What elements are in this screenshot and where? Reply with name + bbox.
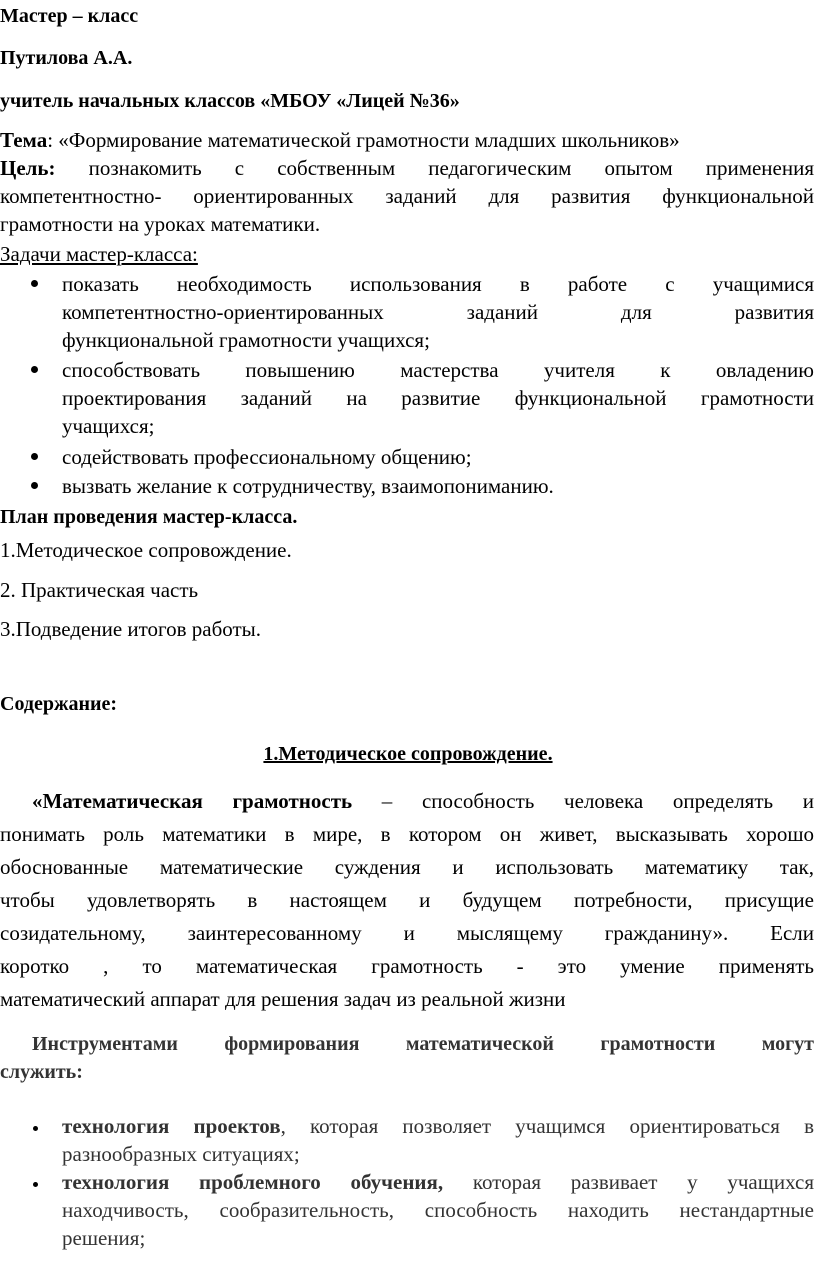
goal-label: Цель: <box>0 156 56 180</box>
plan-item-1: 1.Методическое сопровождение. <box>0 538 292 562</box>
bullet-icon <box>31 453 38 460</box>
definition-term: «Математическая грамотность <box>32 789 353 813</box>
bullet-icon <box>33 1126 38 1131</box>
plan-item-2: 2. Практическая часть <box>0 578 199 602</box>
position: учитель начальных классов «МБОУ «Лицей №36» <box>0 90 460 112</box>
task-item-4: вызвать желание к сотрудничеству, взаимопониманию. <box>62 474 554 498</box>
tool-item-2: технология проблемного обучения, которая развивает у учащихся находчивость, сообразительность, способность находить нестандартные решения; <box>62 1170 814 1250</box>
goal-line-3: грамотности на уроках математики. <box>0 212 321 236</box>
topic-text: : «Формирование математической грамотности младших школьников» <box>47 128 680 152</box>
task-item-2: способствовать повышению мастерства учителя к овладению проектирования заданий на развитие функциональной грамотности учащихся; <box>62 358 814 438</box>
tool-item-1: технология проектов, которая позволяет учащимся ориентироваться в разнообразных ситуациях; <box>62 1114 814 1166</box>
bullet-icon <box>33 1182 38 1187</box>
section-title: 1.Методическое сопровождение. <box>263 743 553 765</box>
topic-label: Тема <box>0 128 48 152</box>
bullet-icon <box>31 366 38 373</box>
task-item-1: показать необходимость использования в работе с учащимися компетентностно-ориентированных заданий для развития функциональной грамотности учащихся; <box>62 272 814 352</box>
plan-item-3: 3.Подведение итогов работы. <box>0 617 262 641</box>
definition-paragraph: «Математическая грамотность – способность человека определять и понимать роль математики в мире, в котором он живет, высказывать хорошо обоснованные математические суждения и использовать математику так, чтобы удовлетворять в настоящем и будущем потребности, присущие созидательному, заинтересованному и мыслящему гражданину». Если коротко , то математическая грамотность - это умение применять математический аппарат для решения задач из реальной жизни <box>0 789 814 1011</box>
title: Мастер – класс <box>0 5 139 27</box>
plan-heading: План проведения мастер-класса. <box>0 506 298 528</box>
bullet-icon <box>31 280 38 287</box>
content-heading: Содержание: <box>0 693 118 715</box>
author: Путилова А.А. <box>0 47 133 69</box>
topic <box>0 126 816 154</box>
goal <box>0 154 814 238</box>
goal-line-1: познакомить с собственным педагогическим опытом применения <box>88 156 815 180</box>
bullet-icon <box>31 482 38 489</box>
tools-heading: Инструментами формирования математической грамотности могут служить: <box>0 1033 814 1083</box>
task-item-3: содействовать профессиональному общению; <box>62 445 472 469</box>
tasks-heading: Задачи мастер-класса: <box>0 242 198 266</box>
goal-line-2: компетентностно- ориентированных заданий для развития функциональной <box>0 184 814 208</box>
